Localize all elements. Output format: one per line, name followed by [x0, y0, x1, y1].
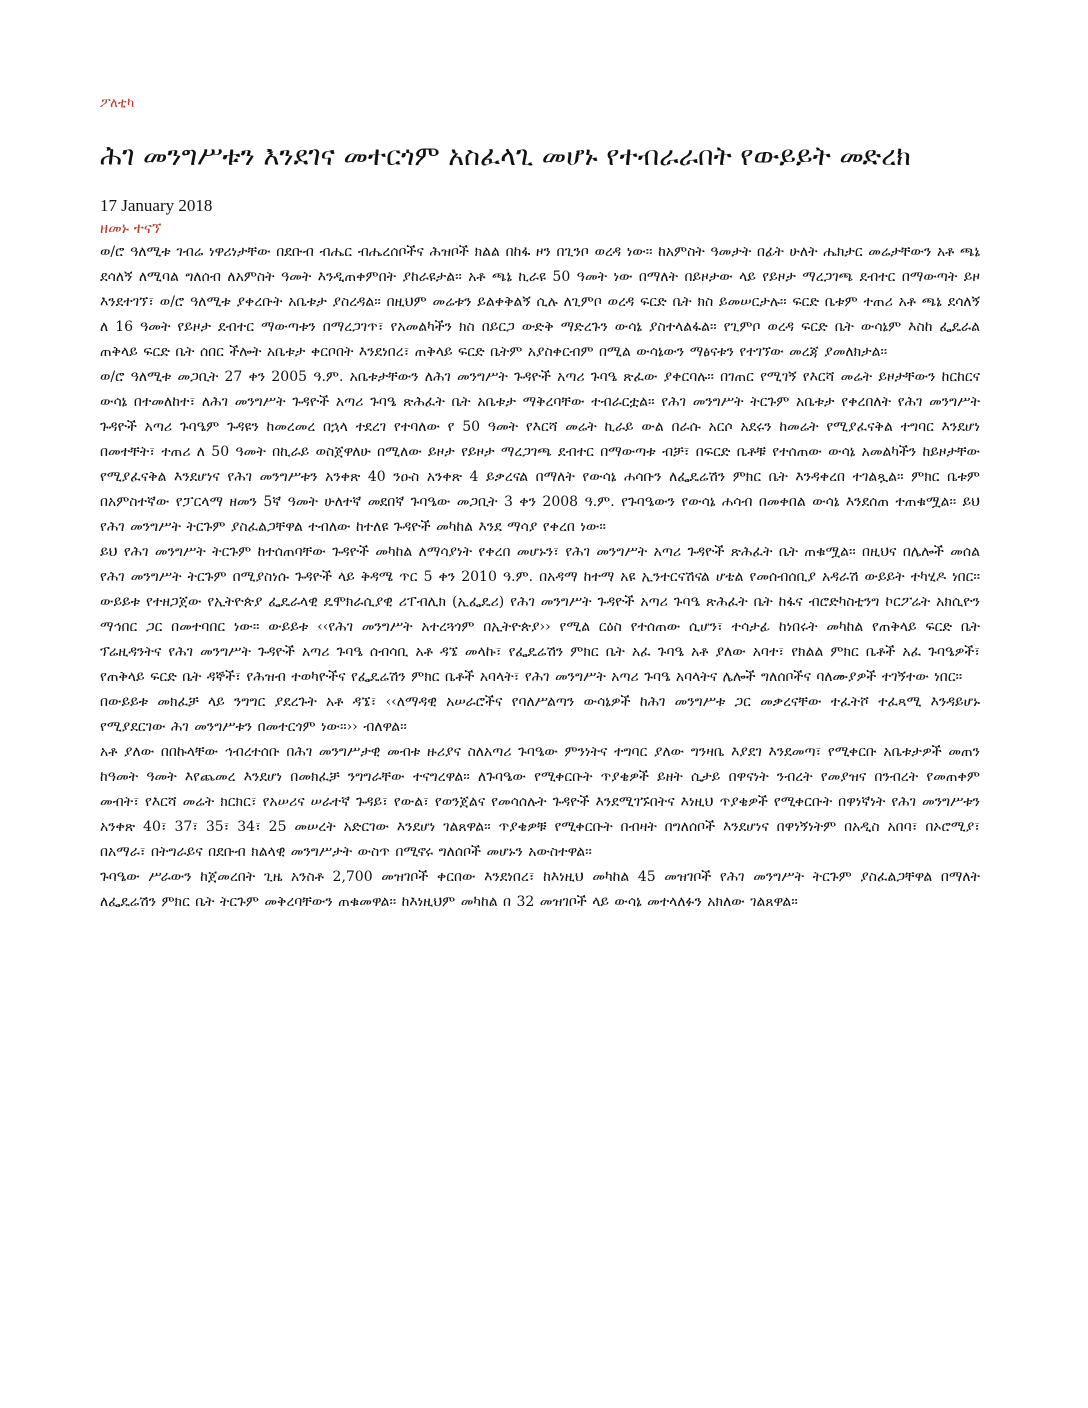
- paragraph: ወ/ሮ ዓለሚቱ መጋቢት 27 ቀን 2005 ዓ.ም. አቤቱታቸውን ለሕገ መንግሥት ጉዳዮች አጣሪ ጉባዔ ጽፈው ያቀርባሉ፡፡ በገጠር የሚገኝ የእርሻ መሬት ይዞታቸውን ከርከርና ውሳኔ በተመለከተ፣ ለሕገ መንግሥት ጉዳዮች አጣሪ ጉባዔ ጽሕፈት ቤት አቤቱታ ማቅረባቸው ተብራርቷል፡፡ የሕገ መንግሥት ትርጉም አቤቱታ የቀረበለት የሕገ መንግሥት ጉዳዮች አጣሪ ጉባዔም ጉዳዩን ከመረመረ በኋላ ተደረገ የተባለው የ 50 ዓመት የእርሻ መሬት ኪራይ ውል በራሱ አርሶ አደሩን ከመሬት የሚያፈናቅል ተግባር እንደሆነ በመተቸት፣ ተጠሪ ለ 50 ዓመት በኪራይ ወስጀዋለሁ በሚለው ይዞታ የይዞታ ማረጋገጫ ደብተር በማውጣቱ ብቻ፣ በፍርድ ቤቶቹ የተሰጠው ውሳኔ አመልካችን ከይዞታቸው የሚያፈናቅል እንደሆነና የሕገ መንግሥቱን አንቀጽ 40 ንዑስ አንቀጽ 4 ይቃረናል በማለት የውሳኔ ሐሳቡን ለፌዴሬሽን ምክር ቤት እንዳቀረበ ተገልጿል፡፡ ምክር ቤቱም በአምስተኛው የፓርላማ ዘመን 5ኛ ዓመት ሁለተኛ መደበኛ ጉባዔው መጋቢት 3 ቀን 2008 ዓ.ም. የጉባዔውን የውሳኔ ሐሳብ በመቀበል ውሳኔ እንደሰጠ ተጠቁሟል፡፡ ይህ የሕገ መንግሥት ትርጉም ያስፈልጋቸዋል ተብለው ከተለዩ ጉዳዮች መካከል እንደ ማሳያ የቀረበ ነው፡፡: [100, 369, 980, 535]
- article-body: [100, 240, 980, 915]
- paragraph: በውይይቱ መክፈቻ ላይ ንግግር ያደረጉት አቶ ዳኜ፣ ‹‹ለማዳዊ አሠራሮችና የባለሥልጣን ውሳኔዎች ከሕገ መንግሥቱ ጋር መቃረናቸው ተፈትሾ ተፈጻሚ እንዳይሆኑ የሚያደርገው ሕገ መንግሥቱን በመተርጎም ነው፡፡›› ብለዋል፡፡: [100, 694, 980, 735]
- category-label[interactable]: ፖለቲካ: [100, 96, 135, 111]
- paragraph: ወ/ሮ ዓለሚቱ ገብሬ ነዋሪነታቸው በደቡብ ብሔር ብሔረሰቦችና ሕዝቦች ክልል በከፋ ዞን በጊንቦ ወረዳ ነው፡፡ ከአምስት ዓመታት በፊት ሁለት ሔክታር መሬታቸውን አቶ ጫኔ ደሳለኝ ለሚባል ግለሰብ ለአምስት ዓመት እንዲጠቀምበት ያከራዩታል፡፡ አቶ ጫኔ ኪራዩ 50 ዓመት ነው በማለት በይዞታው ላይ የይዞታ ማረጋገጫ ደብተር በማውጣት ይዞ እንደተገኘ፣ ወ/ሮ ዓለሚቱ ያቀረቡት አቤቱታ ያስረዳል፡፡ በዚህም መሬቱን ይልቀቅልኝ ሲሉ ለጊምቦ ወረዳ ፍርድ ቤት ክስ ይመሠርታሉ፡፡ ፍርድ ቤቱም ተጠሪ አቶ ጫኔ ደሳለኝ ለ 16 ዓመት የይዞታ ደብተር ማውጣቱን በማረጋገጥ፣ የአመልካችን ክስ በይርጋ ውድቅ ማድረጉን ውሳኔ ያስተላልፋል፡፡ የጊምቦ ወረዳ ፍርድ ቤት ውሳኔም እስከ ፌዴራል ጠቅላይ ፍርድ ቤት ሰበር ችሎት አቤቱታ ቀርቦበት እንደነበረ፣ ጠቅላይ ፍርድ ቤትም አያስቀርብም በሚል ውሳኔውን ማፅናቱን የተገኘው መረጃ ያመለክታል፡፡: [100, 244, 980, 360]
- paragraph: ጉባዔው ሥራውን ከጀመረበት ጊዜ አንስቶ 2,700 መዝገቦች ቀርበው እንደነበረ፣ ከእነዚህ መካከል 45 መዝገቦች የሕገ መንግሥት ትርጉም ያስፈልጋቸዋል በማለት ለፌዴሬሽን ምክር ቤት ትርጉም መቅረባቸውን ጠቁመዋል፡፡ ከእነዚህም መካከል በ 32 መዝገቦች ላይ ውሳኔ መተላለፉን አክለው ገልጸዋል፡፡: [100, 869, 980, 910]
- publish-date: 17 January 2018: [100, 196, 213, 215]
- article-title: ሕገ መንግሥቱን እንደገና መተርጎም አስፈላጊ መሆኑ የተብራራበት የውይይት መድረክ: [100, 141, 911, 172]
- article: [100, 96, 980, 915]
- author-name[interactable]: ዘመኑ ተናኘ: [100, 219, 162, 237]
- paragraph: አቶ ያለው በበኩላቸው ኅብረተሰቡ በሕገ መንግሥታዊ መብቱ ዙሪያና ስለአጣሪ ጉባዔው ምንነትና ተግባር ያለው ግንዛቤ እያደገ እንደመጣ፣ የሚቀርቡ አቤቱታዎች መጠን ከዓመት ዓመት እየጨመረ እንደሆነ በመክፈቻ ንግግራቸው ተናግረዋል፡፡ ለጉባዔው የሚቀርቡት ጥያቄዎች ይዘት ሲታይ በዋናነት ንብረት የመያዝና በንብረት የመጠቀም መብት፣ የእርሻ መሬት ክርክር፣ የአሠሪና ሠራተኛ ጉዳይ፣ የውል፣ የወንጀልና የመሳሰሉት ጉዳዮች እንደሚገኙበትና እነዚህ ጥያቄዎች የሚቀርቡት በዋነኛነት የሕገ መንግሥቱን አንቀጽ 40፣ 37፣ 35፣ 34፣ 25 መሠረት አድርገው እንደሆነ ገልጸዋል፡፡ ጥያቄዎቹ የሚቀርቡት በብዛት በግለሰቦች እንደሆነና በዋነኝነትም በአዲስ አበባ፣ በኦሮሚያ፣ በአማራ፣ በትግራይና በደቡብ ክልላዊ መንግሥታት ውስጥ በሚኖሩ ግለሰቦች መሆኑን አውስተዋል፡፡: [100, 744, 980, 860]
- paragraph: ይህ የሕገ መንግሥት ትርጉም ከተሰጠባቸው ጉዳዮች መካከል ለማሳያነት የቀረበ መሆኑን፣ የሕገ መንግሥት አጣሪ ጉዳዮች ጽሕፈት ቤት ጠቁሟል፡፡ በዚህና በሌሎች መሰል የሕገ መንግሥት ትርጉም በሚያስነሱ ጉዳዮች ላይ ቅዳሜ ጥር 5 ቀን 2010 ዓ.ም. በአዳማ ከተማ አዩ ኢንተርናሽናል ሆቴል የመሰብሰቢያ አዳራሽ ውይይት ተካሂዶ ነበር፡፡ ውይይቱ የተዘጋጀው የኢትዮጵያ ፌዴራላዊ ዴሞክራሲያዊ ሪፐብሊክ (ኢፌዴሪ) የሕገ መንግሥት ጉዳዮች አጣሪ ጉባዔ ጽሕፈት ቤት ከፋና ብሮድካስቲንግ ኮርፖሬት አክሲዮን ማኅበር ጋር በመተባበር ነው፡፡ ውይይቱ ‹‹የሕገ መንግሥት አተረጓጎም በኢትዮጵያ›› የሚል ርዕስ የተሰጠው ሲሆን፣ ተሳታፊ ከነበሩት መካከል የጠቅላይ ፍርድ ቤት ፕሬዚዳንትና የሕገ መንግሥት ጉዳዮች አጣሪ ጉባዔ ሰብሳቢ አቶ ዳኜ መላኩ፣ የፌዴሬሽን ምክር ቤት አፈ ጉባዔ አቶ ያለው አባተ፣ የክልል ምክር ቤቶች አፈ ጉባዔዎች፣ የጠቅላይ ፍርድ ቤት ዳኞች፣ የሕዝብ ተወካዮችና የፌዴሬሽን ምክር ቤቶች አባላት፣ የሕገ መንግሥት አጣሪ ጉባዔ አባላትና ሌሎች ግለሰቦችና ባለሙያዎች ተገኝተው ነበር፡፡: [100, 544, 980, 685]
